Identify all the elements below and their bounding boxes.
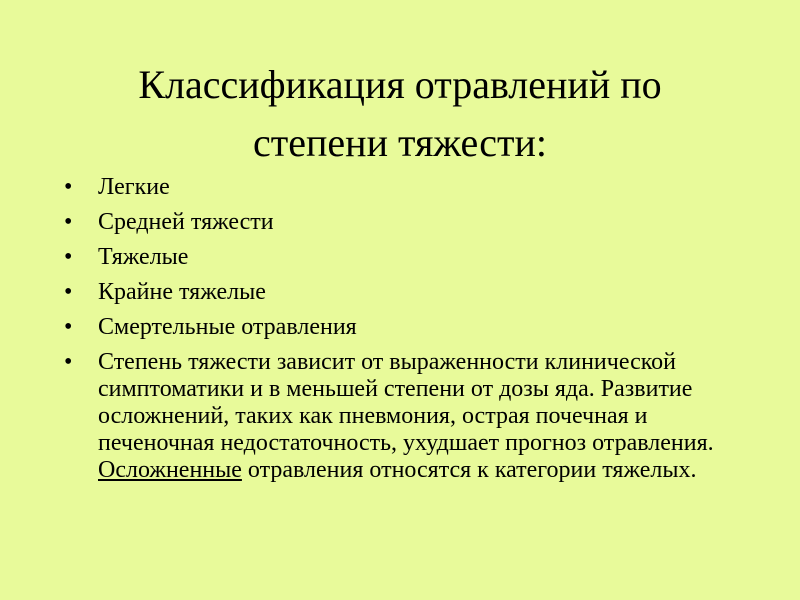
list-item [64, 209, 744, 236]
bullet-icon: • [64, 279, 73, 305]
title-line-1: Классификация отравлений по [138, 62, 662, 107]
list-item [64, 244, 744, 271]
bullet-icon: • [64, 209, 73, 235]
slide-title [40, 56, 760, 172]
list-item [64, 279, 744, 306]
bullet-icon: • [64, 174, 73, 200]
list-item-paragraph [64, 349, 744, 484]
list-item-text: Тяжелые [98, 244, 189, 270]
list-item [64, 314, 744, 341]
paragraph-text-after: отравления относятся к категории тяжелых. [241, 457, 697, 483]
bullet-icon: • [64, 314, 73, 340]
paragraph-text-before: Степень тяжести зависит от выраженности клинической симптоматики и в меньшей степени от дозы яда. Развитие осложнений, таких как пневмония, острая почечная и печеночная недостаточность, ухудшает прогноз отравления. [98, 349, 714, 456]
list-item-text: Легкие [98, 174, 170, 200]
bullet-list [64, 174, 744, 492]
list-item-text: Средней тяжести [98, 209, 274, 235]
bullet-icon: • [64, 349, 73, 375]
bullet-icon: • [64, 244, 73, 270]
title-line-2: степени тяжести: [253, 120, 547, 165]
list-item-text: Смертельные отравления [98, 314, 357, 340]
list-item [64, 174, 744, 201]
underlined-term: Осложненные [98, 457, 242, 483]
list-item-text: Крайне тяжелые [98, 279, 266, 305]
